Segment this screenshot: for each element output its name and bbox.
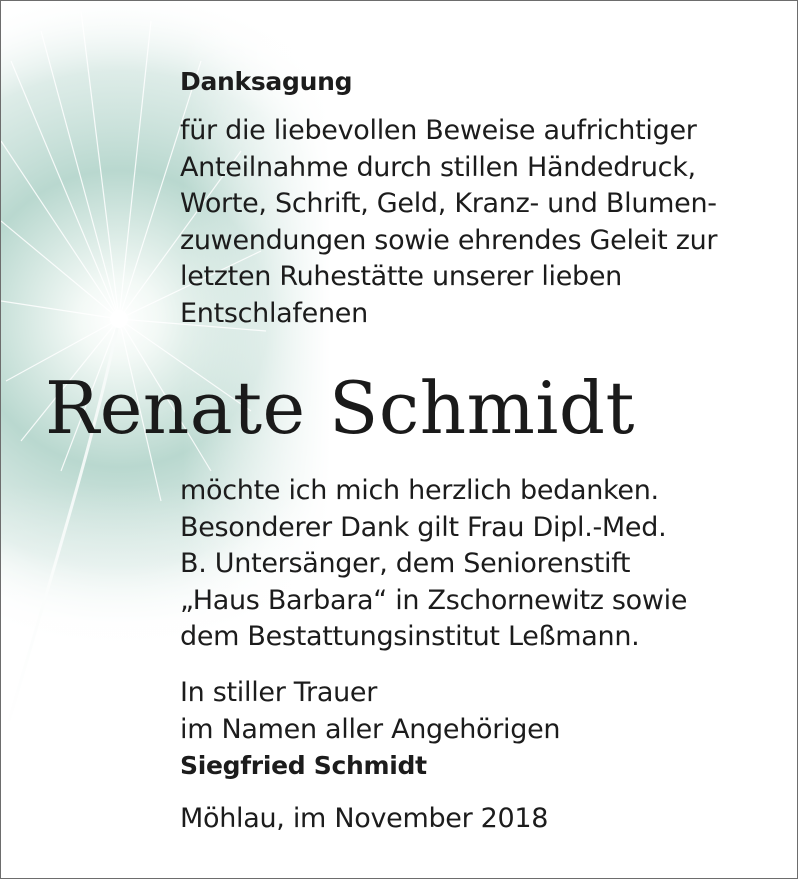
- thanks-line: möchte ich mich herzlich bedanken.: [180, 475, 659, 506]
- thanks-line: Besonderer Dank gilt Frau Dipl.-Med.: [180, 511, 667, 543]
- thanks-line: „Haus Barbara“ in Zschornewitz sowie: [180, 584, 688, 616]
- intro-line: letzten Ruhestätte unserer lieben: [180, 261, 622, 292]
- mourning-line: In stiller Trauer: [180, 677, 378, 708]
- heading-danksagung: Danksagung: [180, 67, 353, 96]
- signature-block: [180, 675, 560, 785]
- signer-name: Siegfried Schmidt: [180, 751, 427, 780]
- thanks-text: [180, 473, 687, 656]
- intro-line: zuwendungen sowie ehrendes Geleit zur: [180, 224, 718, 256]
- deceased-name: Renate Schmidt: [45, 366, 635, 450]
- thanks-line: B. Untersänger, dem Seniorenstift: [180, 548, 631, 579]
- intro-line: Entschlafenen: [180, 297, 368, 329]
- intro-line: für die liebevollen Beweise aufrichtiger: [180, 115, 697, 146]
- intro-line: Worte, Schrift, Geld, Kranz- und Blumen-: [180, 188, 717, 219]
- intro-text: [180, 113, 717, 332]
- intro-line: Anteilnahme durch stillen Händedruck,: [180, 151, 696, 183]
- mourning-line: im Namen aller Angehörigen: [180, 713, 561, 745]
- place-date: Möhlau, im November 2018: [180, 803, 549, 834]
- thanks-line: dem Bestattungsinstitut Leßmann.: [180, 621, 640, 652]
